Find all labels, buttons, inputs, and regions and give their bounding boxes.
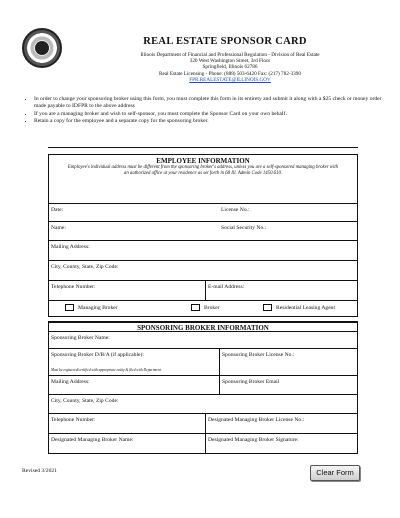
sponsor-dba-label: Sponsoring Broker D/B/A (if applicable): xyxy=(51,352,144,358)
sponsor-city-label: City, County, State, Zip Code: xyxy=(51,398,119,404)
managing-broker-option[interactable] xyxy=(63,301,173,316)
agency-line-phone: Real Estate Licensing - Phone: (888) 503-6420 Fax: (217) 782-3390 xyxy=(159,70,301,77)
sponsor-telephone-label: Telephone Number: xyxy=(51,417,96,423)
employee-section-title: EMPLOYEE INFORMATION xyxy=(156,157,250,165)
email-label: E-mail Address: xyxy=(208,284,245,290)
instructions-list xyxy=(22,96,394,126)
dmb-name-field[interactable] xyxy=(49,434,205,453)
mailing-address-field[interactable] xyxy=(49,241,357,261)
city-state-zip-field[interactable] xyxy=(49,261,357,281)
dmb-signature-field[interactable] xyxy=(205,434,357,453)
sponsor-row-phone-dmb-license xyxy=(49,413,357,434)
telephone-label: Telephone Number: xyxy=(51,284,96,290)
sponsor-row-name xyxy=(49,331,357,349)
leasing-agent-label: Residential Leasing Agent xyxy=(276,304,336,311)
sponsor-dba-field[interactable] xyxy=(49,349,219,376)
ssn-field[interactable] xyxy=(219,222,357,241)
employee-row-city xyxy=(49,260,357,281)
license-no-label: License No.: xyxy=(221,207,250,213)
leasing-agent-option[interactable] xyxy=(261,301,357,316)
dmb-license-label: Designated Managing Broker License No.: xyxy=(208,417,305,423)
sponsor-row-dba-license xyxy=(49,348,357,376)
sponsor-mailing-label: Mailing Address: xyxy=(51,379,90,385)
instruction-item: • In order to change your sponsoring broker using this form, you must complete this form in its entirety and submit it along with a $25 check or money order made payable to IDFPR to the above address xyxy=(34,96,394,110)
managing-broker-label: Managing Broker xyxy=(78,304,118,311)
dmb-signature-label: Designated Managing Broker Signature: xyxy=(208,437,299,443)
revision-date: Revised 3/2021 xyxy=(22,468,57,474)
name-label: Name: xyxy=(51,225,66,231)
email-field[interactable] xyxy=(205,281,357,301)
agency-line-street: 320 West Washington Street, 3rd Floor xyxy=(189,58,271,65)
license-no-field[interactable] xyxy=(219,204,357,222)
managing-broker-checkbox[interactable] xyxy=(65,304,74,311)
employee-row-date-license xyxy=(49,203,357,222)
mailing-address-label: Mailing Address: xyxy=(51,244,90,250)
sponsor-telephone-field[interactable] xyxy=(49,414,205,434)
employee-row-phone-email xyxy=(49,280,357,301)
date-label: Date: xyxy=(51,207,64,213)
name-field[interactable] xyxy=(49,222,219,241)
employee-address-note: Employee's individual address must be different from the sponsoring broker's address, unless you are a self-sponsored managing broker with an authorized office at your residence as set forth in 68 Ill. Admin Code 1450.610. xyxy=(67,165,339,176)
agency-line-name: Illinois Department of Financial and Professional Regulation - Division of Real Estate xyxy=(140,52,320,58)
clear-form-button[interactable]: Clear Form xyxy=(310,465,360,481)
instruction-item: • Retain a copy for the employee and a separate copy for the sponsoring broker. xyxy=(34,118,394,125)
sponsor-row-city xyxy=(49,394,357,414)
dmb-name-label: Designated Managing Broker Name: xyxy=(51,437,134,443)
form-title: REAL ESTATE SPONSOR CARD xyxy=(143,36,307,47)
sponsoring-broker-section xyxy=(48,321,358,454)
date-field[interactable] xyxy=(49,204,219,222)
agency-line-city: Springfield, Illinois 62786 xyxy=(202,64,258,71)
broker-label: Broker xyxy=(204,304,220,311)
instruction-item: • If you are a managing broker and wish to self-sponsor, you must complete the Sponsor Card on your own behalf. xyxy=(34,111,394,118)
illinois-state-seal-icon xyxy=(22,28,62,68)
sponsor-email-field[interactable] xyxy=(219,376,357,395)
city-state-zip-label: City, County, State, Zip Code: xyxy=(51,264,119,270)
sponsor-row-dmb-name-signature xyxy=(49,433,357,453)
sponsor-section-title: SPONSORING BROKER INFORMATION xyxy=(137,324,269,332)
agency-info xyxy=(90,52,370,83)
ssn-label: Social Security No.: xyxy=(221,225,267,231)
sponsor-mailing-field[interactable] xyxy=(49,376,219,395)
broker-option[interactable] xyxy=(189,301,259,316)
employee-row-mailing xyxy=(49,240,357,261)
sponsor-license-label: Sponsoring Broker License No.: xyxy=(222,352,295,358)
telephone-field[interactable] xyxy=(49,281,205,301)
broker-checkbox[interactable] xyxy=(191,304,200,311)
sponsor-email-label: Sponsoring Broker Email xyxy=(222,379,280,385)
sponsor-row-mailing-email xyxy=(49,375,357,395)
leasing-agent-checkbox[interactable] xyxy=(263,304,272,311)
sponsor-city-field[interactable] xyxy=(49,395,357,414)
employee-row-name-ssn xyxy=(49,221,357,241)
dmb-license-field[interactable] xyxy=(205,414,357,434)
employee-row-license-type xyxy=(49,300,357,316)
employee-information-section xyxy=(48,154,358,317)
agency-email-link[interactable]: FPR.REALESTATE@ILLINOIS.GOV xyxy=(189,76,271,83)
sponsor-license-field[interactable] xyxy=(219,349,357,376)
divider xyxy=(48,147,358,148)
dba-registration-note: Must be registered/certified with appropriate entity & filed with Department. xyxy=(51,368,162,372)
sponsor-name-field[interactable] xyxy=(49,332,357,349)
sponsor-name-label: Sponsoring Broker Name: xyxy=(51,335,110,341)
